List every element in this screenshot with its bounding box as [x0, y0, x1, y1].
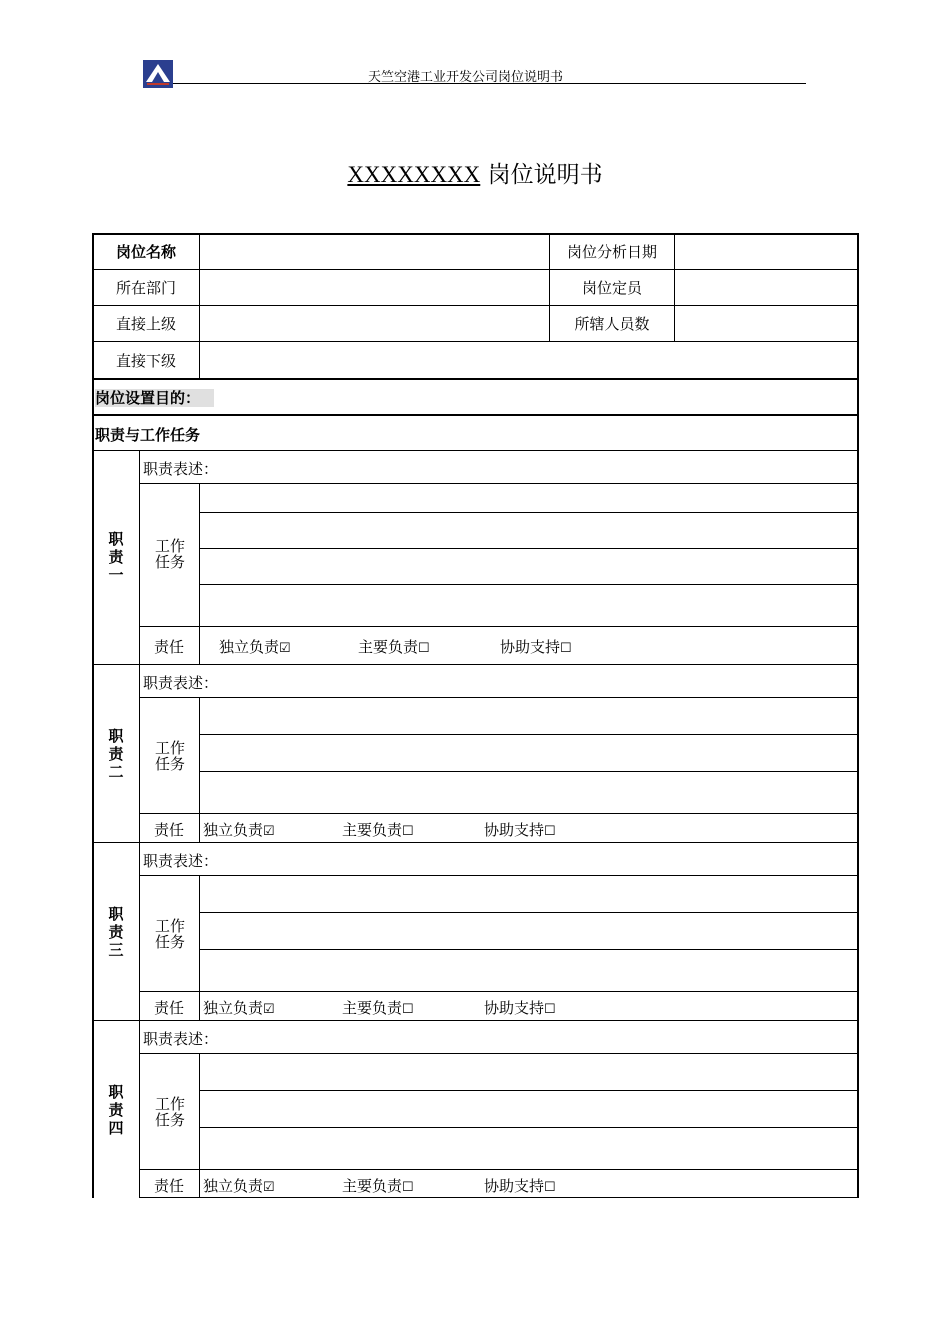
checkbox-empty-icon[interactable]: ☐ — [402, 1002, 414, 1017]
duty-4-description-label: 职责表述： — [143, 1030, 219, 1048]
duty-3-description-label: 职责表述： — [143, 852, 219, 870]
duty-3-responsibility-label: 责任 — [154, 999, 185, 1017]
duty-3-option-independent[interactable]: 独立负责☑ — [203, 999, 275, 1017]
page-header — [143, 60, 806, 86]
checkbox-checked-icon[interactable]: ☑ — [279, 641, 291, 656]
company-header-title: 天竺空港工业开发公司岗位说明书 — [368, 70, 564, 85]
department-field[interactable] — [201, 271, 548, 304]
analysis-date-label: 岗位分析日期 — [566, 243, 657, 261]
duty-4-title: 职 责 四 — [108, 1083, 124, 1137]
duty-3-option-support[interactable]: 协助支持☐ — [484, 999, 556, 1017]
checkbox-empty-icon[interactable]: ☐ — [544, 824, 556, 839]
checkbox-empty-icon[interactable]: ☐ — [402, 824, 414, 839]
duty-3-option-primary[interactable]: 主要负责☐ — [342, 999, 414, 1017]
document-title — [0, 156, 950, 189]
duty-1-option-primary[interactable]: 主要负责☐ — [358, 638, 430, 656]
checkbox-checked-icon[interactable]: ☑ — [263, 1002, 275, 1017]
duty-4-option-support[interactable]: 协助支持☐ — [484, 1177, 556, 1195]
duty-3-tasks-label: 工作任务 — [154, 917, 185, 951]
checkbox-checked-icon[interactable]: ☑ — [263, 1180, 275, 1195]
checkbox-empty-icon[interactable]: ☐ — [544, 1180, 556, 1195]
superior-field[interactable] — [201, 307, 548, 340]
duty-1-description-label: 职责表述： — [143, 460, 219, 478]
duties-section-label: 职责与工作任务 — [95, 426, 201, 444]
duty-4-tasks-label: 工作任务 — [154, 1095, 185, 1129]
duty-2-title: 职 责 二 — [108, 727, 124, 781]
title-suffix: 岗位说明书 — [487, 162, 603, 188]
duty-4-option-independent[interactable]: 独立负责☑ — [203, 1177, 275, 1195]
title-placeholder: XXXXXXXX — [347, 162, 481, 187]
duty-2-option-primary[interactable]: 主要负责☐ — [342, 821, 414, 839]
subordinate-count-label: 所辖人员数 — [574, 315, 650, 333]
duty-1-option-support[interactable]: 协助支持☐ — [500, 638, 572, 656]
superior-label: 直接上级 — [115, 315, 176, 333]
position-name-field[interactable] — [201, 235, 548, 268]
duty-1-title: 职 责 一 — [108, 530, 124, 584]
subordinate-field[interactable] — [201, 343, 856, 377]
duty-2-description-label: 职责表述： — [143, 674, 219, 692]
duty-2-tasks-label: 工作任务 — [154, 739, 185, 773]
headcount-field[interactable] — [676, 271, 856, 304]
checkbox-empty-icon[interactable]: ☐ — [544, 1002, 556, 1017]
analysis-date-field[interactable] — [676, 235, 856, 268]
headcount-label: 岗位定员 — [581, 279, 642, 297]
duty-1-option-independent[interactable]: 独立负责☑ — [219, 638, 291, 656]
checkbox-checked-icon[interactable]: ☑ — [263, 824, 275, 839]
duty-2-option-independent[interactable]: 独立负责☑ — [203, 821, 275, 839]
subordinate-label: 直接下级 — [115, 352, 176, 370]
subordinate-count-field[interactable] — [676, 307, 856, 340]
duty-1-responsibility-label: 责任 — [154, 638, 185, 656]
department-label: 所在部门 — [115, 279, 176, 297]
checkbox-empty-icon[interactable]: ☐ — [418, 641, 430, 656]
header-rule — [173, 83, 806, 84]
duty-4-responsibility-label: 责任 — [154, 1177, 185, 1195]
duty-2-responsibility-label: 责任 — [154, 821, 185, 839]
checkbox-empty-icon[interactable]: ☐ — [402, 1180, 414, 1195]
checkbox-empty-icon[interactable]: ☐ — [560, 641, 572, 656]
position-name-label: 岗位名称 — [115, 243, 176, 261]
purpose-label: 岗位设置目的： — [95, 387, 214, 408]
duty-1-tasks-label: 工作任务 — [154, 537, 185, 571]
duty-2-option-support[interactable]: 协助支持☐ — [484, 821, 556, 839]
duty-3-title: 职 责 三 — [108, 905, 124, 959]
company-logo-icon — [143, 60, 173, 88]
duty-4-option-primary[interactable]: 主要负责☐ — [342, 1177, 414, 1195]
